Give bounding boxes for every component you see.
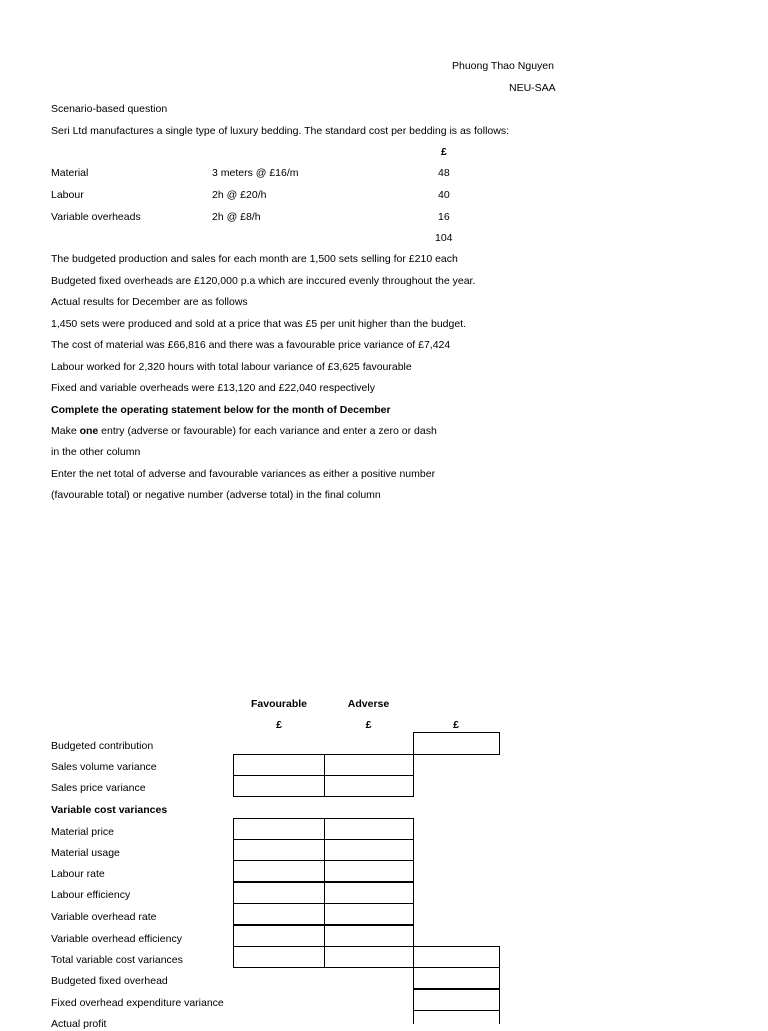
cost-item-labour: Labour: [51, 189, 84, 201]
instructions-line-1-pre: Make: [51, 425, 80, 437]
row-label-labour-rate: Labour rate: [51, 868, 105, 880]
input-budgeted-contribution-total[interactable]: [413, 732, 500, 755]
input-total-variable-cost-adverse[interactable]: [324, 946, 414, 968]
input-total-variable-cost-favourable[interactable]: [233, 946, 325, 968]
input-labour-rate-adverse[interactable]: [324, 860, 414, 882]
row-label-labour-efficiency: Labour efficiency: [51, 889, 131, 901]
input-material-price-adverse[interactable]: [324, 818, 414, 840]
fact-actual-results-heading: Actual results for December are as follows: [51, 296, 248, 308]
fact-labour-hours: Labour worked for 2,320 hours with total labour variance of £3,625 favourable: [51, 361, 412, 373]
input-variable-overhead-rate-adverse[interactable]: [324, 903, 414, 925]
input-total-variable-cost-total[interactable]: [413, 946, 500, 968]
col-currency-adverse: £: [365, 719, 372, 731]
row-label-fixed-overhead-expenditure-variance: Fixed overhead expenditure variance: [51, 997, 224, 1009]
row-label-total-variable-cost-variances: Total variable cost variances: [51, 954, 183, 966]
col-currency-favourable: £: [276, 719, 282, 731]
instructions-line-1-post: entry (adverse or favourable) for each variance and enter a zero or dash: [98, 425, 437, 437]
input-variable-overhead-efficiency-favourable[interactable]: [233, 925, 325, 947]
input-labour-efficiency-adverse[interactable]: [324, 882, 414, 904]
input-sales-price-favourable[interactable]: [233, 775, 325, 797]
cost-amount-variable-overheads: 16: [438, 211, 450, 223]
fact-sets-produced: 1,450 sets were produced and sold at a price that was £5 per unit higher than the budget.: [51, 318, 467, 330]
input-material-usage-favourable[interactable]: [233, 839, 325, 861]
row-label-sales-price-variance: Sales price variance: [51, 782, 146, 794]
row-label-material-usage: Material usage: [51, 847, 120, 859]
intro-text: Seri Ltd manufactures a single type of luxury bedding. The standard cost per bedding is as follows:: [51, 125, 509, 137]
input-sales-volume-adverse[interactable]: [324, 754, 414, 776]
cost-amount-labour: 40: [438, 189, 450, 201]
instructions-line-4: (favourable total) or negative number (adverse total) in the final column: [51, 489, 381, 501]
fact-budgeted-production: The budgeted production and sales for each month are 1,500 sets selling for £210 each: [51, 253, 458, 265]
input-budgeted-fixed-overhead-total[interactable]: [413, 967, 500, 989]
row-label-actual-profit: Actual profit: [51, 1018, 107, 1030]
input-variable-overhead-efficiency-adverse[interactable]: [324, 925, 414, 947]
question-label: Scenario-based question: [51, 103, 168, 115]
instructions-line-1-emphasis: one: [79, 425, 99, 437]
fact-budgeted-fixed-overheads: Budgeted fixed overheads are £120,000 p.a which are inccured evenly throughout the year.: [51, 275, 476, 287]
cost-basis-material: 3 meters @ £16/m: [212, 167, 299, 179]
input-material-price-favourable[interactable]: [233, 818, 325, 840]
input-labour-rate-favourable[interactable]: [233, 860, 325, 882]
col-header-adverse: Adverse: [347, 698, 390, 710]
row-label-variable-overhead-efficiency: Variable overhead efficiency: [51, 933, 182, 945]
row-label-budgeted-contribution: Budgeted contribution: [51, 740, 154, 752]
input-material-usage-adverse[interactable]: [324, 839, 414, 861]
instructions-line-3: Enter the net total of adverse and favourable variances as either a positive number: [51, 468, 436, 480]
organisation-name: NEU-SAA: [509, 82, 556, 94]
input-sales-price-adverse[interactable]: [324, 775, 414, 797]
cost-total: 104: [435, 232, 453, 244]
row-label-budgeted-fixed-overhead: Budgeted fixed overhead: [51, 975, 168, 987]
author-name: Phuong Thao Nguyen: [452, 60, 554, 72]
input-actual-profit-total[interactable]: [413, 1010, 500, 1024]
row-label-variable-cost-variances: Variable cost variances: [51, 804, 168, 816]
col-currency-total: £: [453, 719, 459, 731]
row-label-variable-overhead-rate: Variable overhead rate: [51, 911, 157, 923]
input-sales-volume-favourable[interactable]: [233, 754, 325, 776]
cost-item-variable-overheads: Variable overheads: [51, 211, 141, 223]
instructions-heading: Complete the operating statement below for the month of December: [51, 404, 391, 416]
fact-overheads: Fixed and variable overheads were £13,120 and £22,040 respectively: [51, 382, 375, 394]
currency-header: £: [441, 146, 447, 158]
cost-amount-material: 48: [438, 167, 450, 179]
col-header-favourable: Favourable: [250, 698, 308, 710]
cost-basis-variable-overheads: 2h @ £8/h: [212, 211, 261, 223]
row-label-sales-volume-variance: Sales volume variance: [51, 761, 157, 773]
input-variable-overhead-rate-favourable[interactable]: [233, 903, 325, 925]
fact-material-cost: The cost of material was £66,816 and there was a favourable price variance of £7,424: [51, 339, 451, 351]
input-fixed-overhead-expenditure-total[interactable]: [413, 989, 500, 1011]
instructions-line-1: [51, 425, 437, 438]
cost-basis-labour: 2h @ £20/h: [212, 189, 267, 201]
cost-item-material: Material: [51, 167, 89, 179]
row-label-material-price: Material price: [51, 826, 115, 838]
input-labour-efficiency-favourable[interactable]: [233, 882, 325, 904]
instructions-line-2: in the other column: [51, 446, 141, 458]
